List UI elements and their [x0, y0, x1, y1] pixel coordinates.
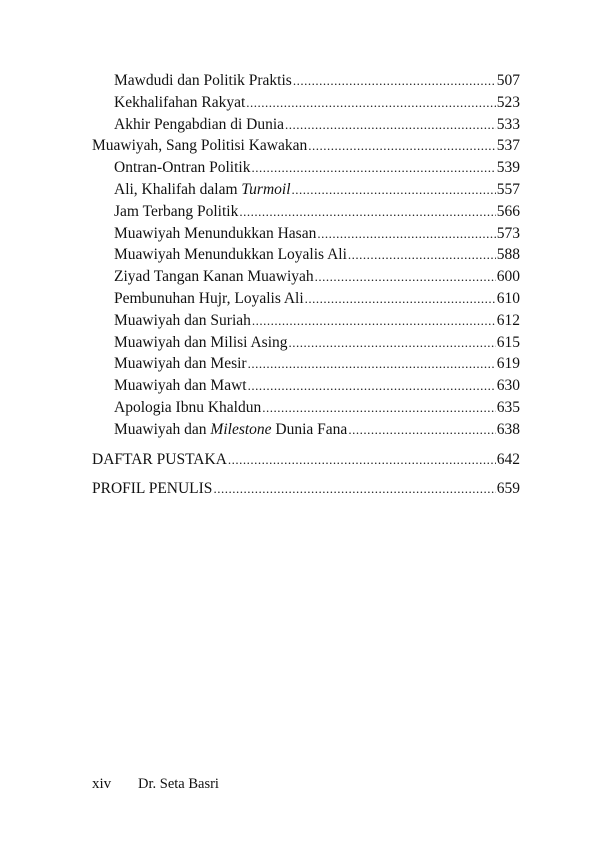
toc-entry-page: 659 [496, 480, 520, 498]
toc-leader-dots [308, 135, 495, 157]
toc-entry-title-text: Ali, Khalifah dalam [114, 180, 242, 198]
toc-entry-title: PROFIL PENULIS [92, 480, 213, 498]
toc-leader-dots [251, 157, 495, 179]
toc-leader-dots [239, 201, 495, 223]
toc-entry-title [114, 179, 291, 201]
toc-entry-title: Mawdudi dan Politik Praktis [114, 72, 292, 89]
toc-entry-title: Muawiyah Menundukkan Hasan [114, 224, 317, 242]
footer-author: Dr. Seta Basri [138, 776, 219, 792]
toc-leader-dots [213, 478, 495, 500]
toc-leader-dots [252, 310, 496, 332]
toc-entry-title: Muawiyah dan Mesir [114, 355, 247, 373]
toc-entry [92, 92, 520, 114]
toc-entry-title: Kekhalifahan Rakyat [114, 93, 246, 111]
toc-entry-page: 642 [496, 450, 520, 468]
toc-entry [92, 201, 520, 223]
toc-leader-dots [248, 353, 496, 375]
toc-leader-dots [228, 449, 496, 471]
toc-entry-title: Ontran-Ontran Politik [114, 159, 251, 177]
toc-entry-title: Ziyad Tangan Kanan Muawiyah [114, 268, 314, 286]
toc-entry-title: Muawiyah Menundukkan Loyalis Ali [114, 246, 347, 264]
toc-entry-title: Muawiyah, Sang Politisi Kawakan [92, 137, 308, 155]
toc-leader-dots [315, 266, 496, 288]
toc-leader-dots [305, 288, 496, 310]
toc-leader-dots [262, 397, 496, 419]
toc-entry [92, 397, 520, 419]
toc-leader-dots [248, 375, 496, 397]
toc-leader-dots [348, 419, 495, 441]
toc-entry-page: 523 [496, 93, 520, 111]
toc-entry-title: Muawiyah dan Mawt [114, 377, 247, 395]
toc-entry-page: 588 [496, 246, 520, 264]
toc-entry [92, 157, 520, 179]
toc-entry-title: Akhir Pengabdian di Dunia [114, 115, 285, 133]
toc-leader-dots [289, 332, 496, 354]
toc-entry-title: Muawiyah dan Milisi Asing [114, 333, 288, 351]
toc-entry-page: 507 [496, 72, 520, 89]
toc-entry [92, 419, 520, 441]
toc-entry-page: 573 [496, 224, 520, 242]
toc-entry [92, 266, 520, 288]
toc-leader-dots [293, 70, 496, 92]
toc-entry-title: DAFTAR PUSTAKA [92, 450, 227, 468]
toc-leader-dots [246, 92, 495, 114]
toc-entry [92, 375, 520, 397]
toc-entry-page: 635 [496, 398, 520, 416]
toc-entry [92, 244, 520, 266]
toc-entry [92, 332, 520, 354]
toc-entry-title-italic: Turmoil [241, 180, 291, 198]
page-footer [92, 776, 219, 793]
toc-leader-dots [348, 244, 496, 266]
toc-entry [92, 223, 520, 245]
toc-entry-page: 615 [496, 333, 520, 351]
toc-entry [92, 179, 520, 201]
toc-leader-dots [285, 114, 496, 136]
toc-entry-title-italic: Milestone [210, 420, 272, 438]
footer-page-number: xiv [92, 776, 112, 792]
table-of-contents [92, 70, 520, 500]
toc-entry [92, 114, 520, 136]
toc-entry-title: Pembunuhan Hujr, Loyalis Ali [114, 289, 304, 307]
toc-entry-page: 619 [496, 355, 520, 373]
toc-chapter-entry [92, 135, 520, 157]
toc-entry-title-text: Dunia Fana [271, 420, 348, 438]
toc-entry-title-text: Muawiyah dan [114, 420, 211, 438]
toc-entry-title: Apologia Ibnu Khaldun [114, 398, 262, 416]
toc-entry-page: 610 [496, 289, 520, 307]
toc-entry-page: 533 [496, 115, 520, 133]
toc-leader-dots [317, 223, 495, 245]
toc-entry-title: Muawiyah dan Suriah [114, 311, 251, 329]
toc-back-matter-entry [92, 449, 520, 471]
toc-entry [92, 70, 520, 92]
toc-entry [92, 288, 520, 310]
toc-entry-page: 630 [496, 377, 520, 395]
toc-entry-page: 537 [496, 137, 520, 155]
toc-leader-dots [292, 179, 496, 201]
toc-entry-page: 638 [496, 420, 520, 438]
toc-entry-title: Jam Terbang Politik [114, 202, 239, 220]
toc-entry-page: 566 [496, 202, 520, 220]
toc-entry-page: 612 [496, 311, 520, 329]
toc-back-matter-entry [92, 478, 520, 500]
toc-entry-title [114, 419, 347, 441]
toc-entry-page: 539 [496, 159, 520, 177]
toc-entry-page: 600 [496, 268, 520, 286]
toc-entry-page: 557 [496, 180, 520, 198]
toc-entry [92, 310, 520, 332]
toc-entry [92, 353, 520, 375]
